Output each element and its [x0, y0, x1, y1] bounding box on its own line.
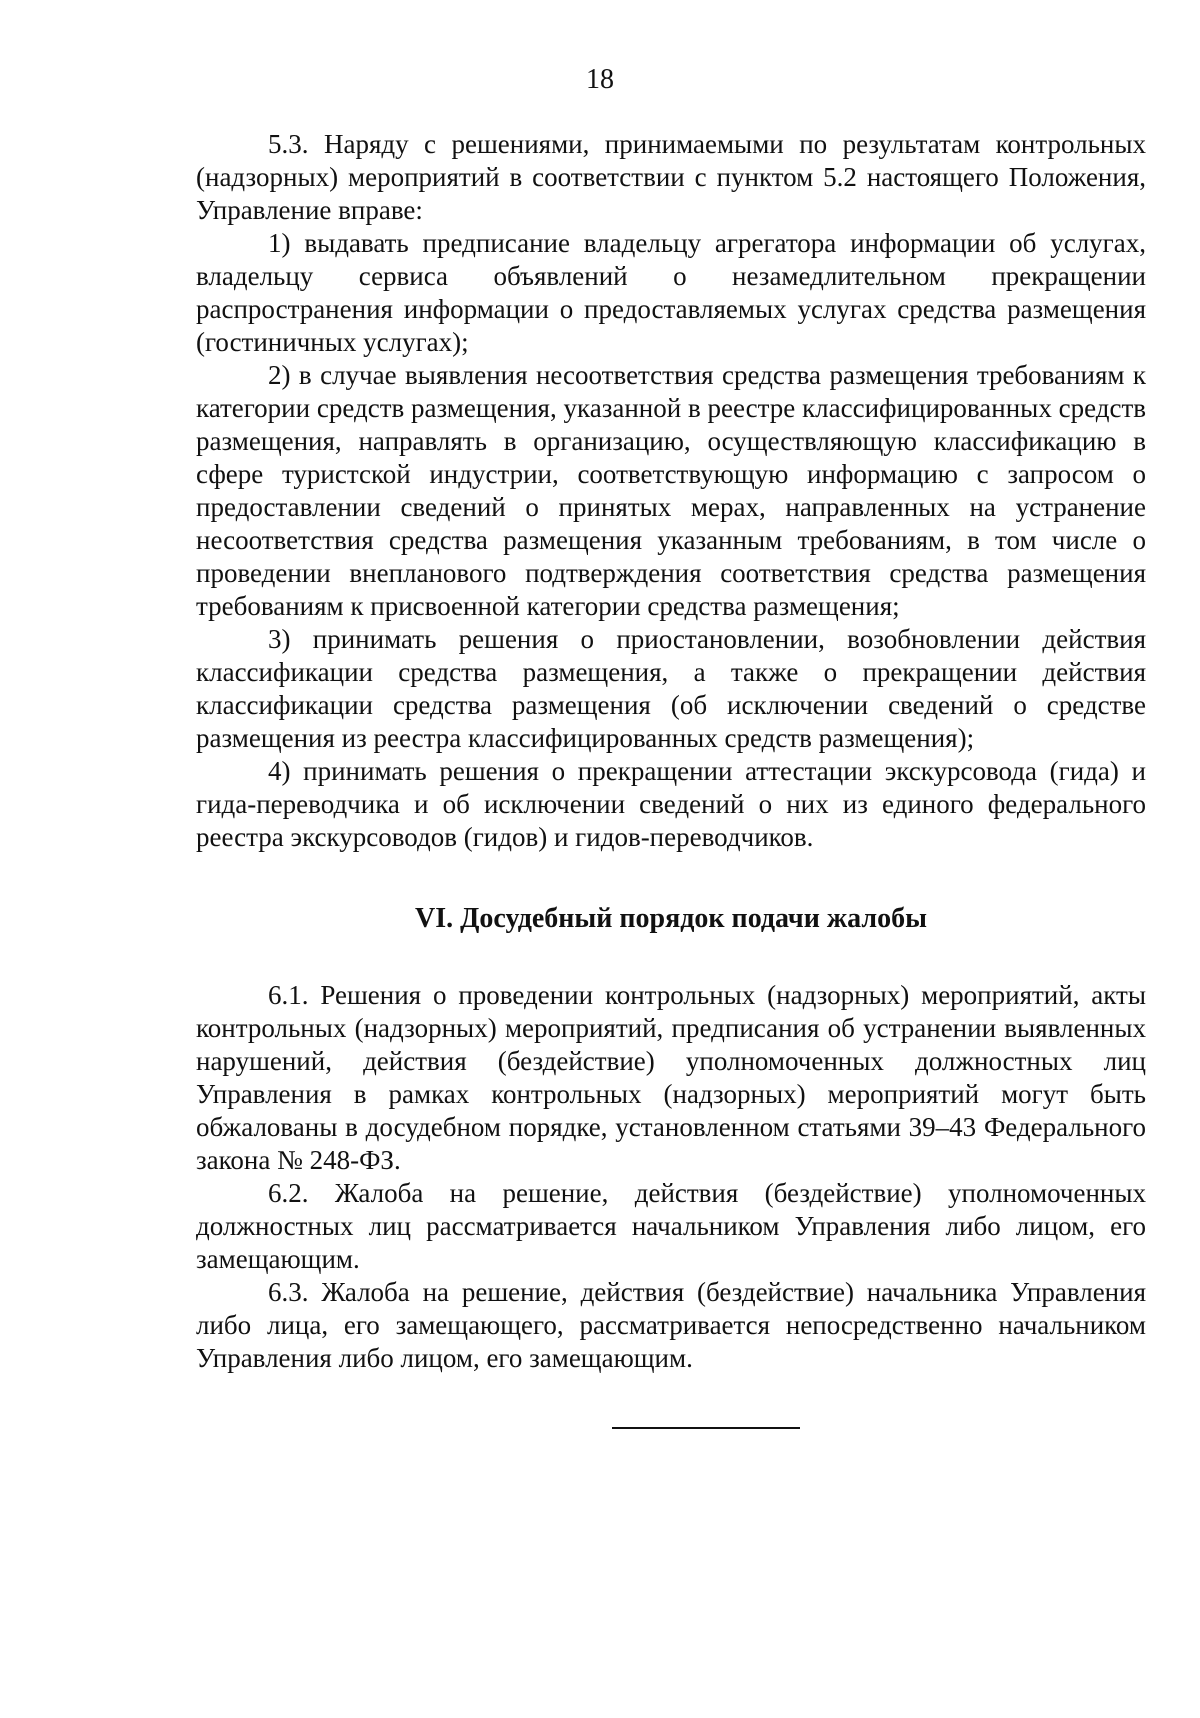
page-number: 18 — [586, 64, 614, 95]
paragraph-6-3: 6.3. Жалоба на решение, действия (бездействие) начальника Управления либо лица, его замещающего, рассматривается непосредственно начальником Управления либо лицом, его замещающим. — [196, 1277, 1146, 1373]
paragraph-5-3-item-1: 1) выдавать предписание владельцу агрегатора информации об услугах, владельцу сервиса объявлений о незамедлительном прекращении распространения информации о предоставляемых услугах средства размещения (гостиничных услугах); — [196, 228, 1146, 357]
section-5 — [196, 128, 1146, 854]
document-body — [196, 128, 1146, 1375]
section-6 — [196, 979, 1146, 1375]
paragraph-6-2: 6.2. Жалоба на решение, действия (бездействие) уполномоченных должностных лиц рассматривается начальником Управления либо лицом, его замещающим. — [196, 1178, 1146, 1274]
paragraph-6-1: 6.1. Решения о проведении контрольных (надзорных) мероприятий, акты контрольных (надзорных) мероприятий, предписания об устранении выявленных нарушений, действия (бездействие) уполномоченных должностных лиц Управления в рамках контрольных (надзорных) мероприятий могут быть обжалованы в досудебном порядке, установленном статьями 39–43 Федерального закона № 248-ФЗ. — [196, 980, 1146, 1175]
section-6-heading: VI. Досудебный порядок подачи жалобы — [415, 903, 927, 934]
paragraph-5-3-item-2: 2) в случае выявления несоответствия средства размещения требованиям к категории средств размещения, указанной в реестре классифицированных средств размещения, направлять в организацию, осуществляющую классификацию в сфере туристской индустрии, соответствующую информацию с запросом о предоставлении сведений о принятых мерах, направленных на устранение несоответствия средства размещения указанным требованиям, в том числе о проведении внепланового подтверждения соответствия средства размещения требованиям к присвоенной категории средства размещения; — [196, 360, 1146, 621]
end-divider-line — [612, 1427, 800, 1429]
paragraph-5-3-item-4: 4) принимать решения о прекращении аттестации экскурсовода (гида) и гида-переводчика и об исключении сведений о них из единого федерального реестра экскурсоводов (гидов) и гидов-переводчиков. — [196, 756, 1146, 852]
paragraph-5-3-item-3: 3) принимать решения о приостановлении, возобновлении действия классификации средства размещения, а также о прекращении действия классификации средства размещения (об исключении сведений о средстве размещения из реестра классифицированных средств размещения); — [196, 624, 1146, 753]
paragraph-5-3: 5.3. Наряду с решениями, принимаемыми по результатам контрольных (надзорных) мероприятий в соответствии с пунктом 5.2 настоящего Положения, Управление вправе: — [196, 129, 1146, 225]
